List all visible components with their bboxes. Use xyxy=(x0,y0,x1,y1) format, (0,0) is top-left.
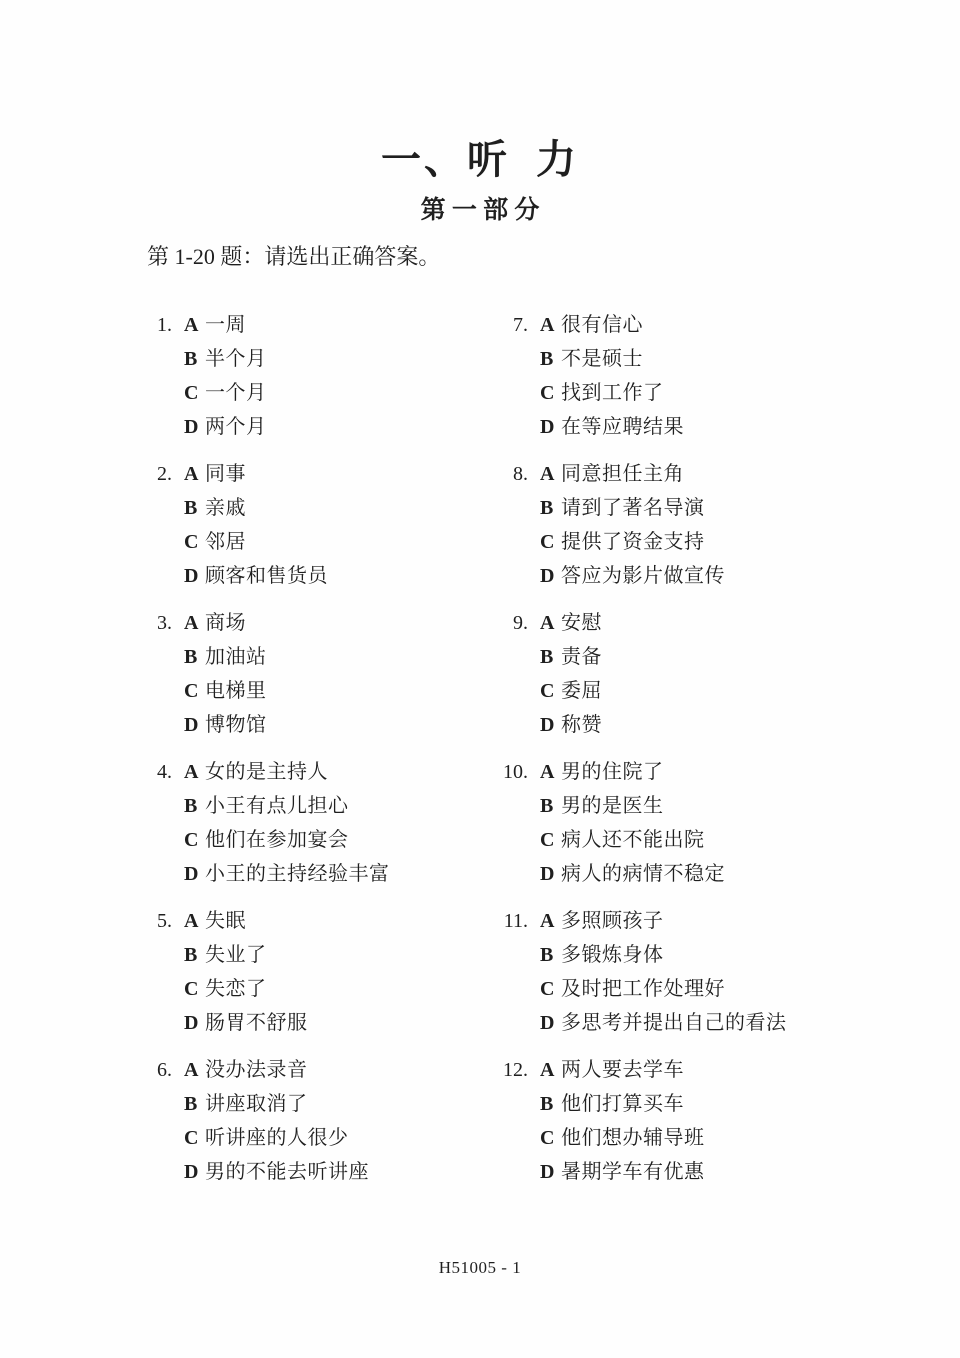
option-letter: B xyxy=(184,646,198,668)
question-block xyxy=(494,1053,787,1189)
option-letter: A xyxy=(540,314,555,336)
option-letter: D xyxy=(540,416,555,438)
question-block xyxy=(138,457,390,593)
answer-option xyxy=(184,640,267,674)
answer-option xyxy=(184,1053,369,1087)
answer-option xyxy=(540,857,725,891)
option-text: 没办法录音 xyxy=(205,1059,308,1081)
option-letter: B xyxy=(540,795,554,817)
answer-option xyxy=(184,789,390,823)
answer-option xyxy=(540,491,725,525)
answer-option xyxy=(540,342,684,376)
answer-option xyxy=(540,674,602,708)
question-options xyxy=(540,457,725,593)
option-letter: B xyxy=(184,795,198,817)
option-letter: D xyxy=(184,565,199,587)
question-block xyxy=(138,308,390,444)
option-text: 一周 xyxy=(205,314,246,336)
option-letter: A xyxy=(184,761,199,783)
option-text: 小王的主持经验丰富 xyxy=(205,863,390,885)
option-text: 失业了 xyxy=(205,944,267,966)
option-text: 他们打算买车 xyxy=(561,1093,684,1115)
option-text: 很有信心 xyxy=(561,314,643,336)
option-letter: B xyxy=(540,1093,554,1115)
question-number: 12. xyxy=(503,1059,528,1081)
option-letter: C xyxy=(184,1127,199,1149)
option-letter: C xyxy=(540,829,555,851)
option-letter: B xyxy=(184,944,198,966)
question-number: 3. xyxy=(157,612,172,634)
option-text: 女的是主持人 xyxy=(205,761,328,783)
question-options xyxy=(184,606,267,742)
option-text: 提供了资金支持 xyxy=(561,531,705,553)
option-letter: A xyxy=(540,1059,555,1081)
option-letter: D xyxy=(540,863,555,885)
option-letter: C xyxy=(540,1127,555,1149)
answer-option xyxy=(540,789,725,823)
answer-option xyxy=(184,857,390,891)
page-footer-code: H51005 - 1 xyxy=(438,1258,522,1277)
question-number: 4. xyxy=(157,761,172,783)
answer-option xyxy=(184,1121,369,1155)
option-letter: D xyxy=(540,1012,555,1034)
option-letter: A xyxy=(184,1059,199,1081)
option-text: 多照顾孩子 xyxy=(561,910,664,932)
option-letter: C xyxy=(540,531,555,553)
answer-option xyxy=(184,457,328,491)
option-letter: A xyxy=(184,612,199,634)
option-letter: B xyxy=(184,348,198,370)
answer-option xyxy=(540,410,684,444)
option-text: 委屈 xyxy=(561,680,602,702)
option-text: 找到工作了 xyxy=(561,382,664,404)
answer-option xyxy=(184,708,267,742)
question-number: 2. xyxy=(157,463,172,485)
answer-option xyxy=(184,972,308,1006)
option-text: 在等应聘结果 xyxy=(561,416,684,438)
option-letter: A xyxy=(184,910,199,932)
question-block xyxy=(494,457,787,593)
option-text: 他们在参加宴会 xyxy=(205,829,349,851)
answer-option xyxy=(184,1006,308,1040)
answer-option xyxy=(184,525,328,559)
question-block xyxy=(494,308,787,444)
option-text: 男的是医生 xyxy=(561,795,664,817)
option-text: 安慰 xyxy=(561,612,602,634)
option-letter: C xyxy=(540,978,555,1000)
question-number: 6. xyxy=(157,1059,172,1081)
option-letter: B xyxy=(540,497,554,519)
question-number: 11. xyxy=(503,910,528,932)
option-text: 邻居 xyxy=(205,531,246,553)
option-letter: B xyxy=(184,497,198,519)
option-text: 听讲座的人很少 xyxy=(205,1127,349,1149)
option-text: 加油站 xyxy=(205,646,267,668)
answer-option xyxy=(540,755,725,789)
option-letter: C xyxy=(184,978,199,1000)
option-letter: B xyxy=(184,1093,198,1115)
option-letter: A xyxy=(540,761,555,783)
option-text: 他们想办辅导班 xyxy=(561,1127,705,1149)
question-number: 1. xyxy=(157,314,172,336)
option-text: 答应为影片做宣传 xyxy=(561,565,725,587)
section-title: 一、听 力 xyxy=(381,137,579,182)
option-letter: B xyxy=(540,646,554,668)
question-block xyxy=(494,606,787,742)
answer-option xyxy=(184,559,328,593)
question-block xyxy=(138,904,390,1040)
option-text: 顾客和售货员 xyxy=(205,565,328,587)
answer-option xyxy=(184,308,267,342)
answer-option xyxy=(184,1087,369,1121)
question-number: 10. xyxy=(503,761,528,783)
option-text: 暑期学车有优惠 xyxy=(561,1161,705,1183)
question-number: 5. xyxy=(157,910,172,932)
answer-option xyxy=(184,823,390,857)
answer-option xyxy=(184,342,267,376)
answer-option xyxy=(184,755,390,789)
answer-option xyxy=(184,904,308,938)
question-number: 7. xyxy=(513,314,528,336)
question-options xyxy=(540,904,787,1040)
answer-option xyxy=(184,674,267,708)
option-text: 电梯里 xyxy=(205,680,267,702)
question-options xyxy=(540,606,602,742)
answer-option xyxy=(540,525,725,559)
option-letter: C xyxy=(540,382,555,404)
answer-option xyxy=(184,376,267,410)
option-text: 两个月 xyxy=(205,416,267,438)
option-letter: D xyxy=(184,1161,199,1183)
answer-option xyxy=(540,1155,705,1189)
option-letter: D xyxy=(540,565,555,587)
instruction-text: 第 1-20 题：请选出正确答案。 xyxy=(147,244,441,269)
question-options xyxy=(540,308,684,444)
option-text: 责备 xyxy=(561,646,602,668)
question-number: 8. xyxy=(513,463,528,485)
option-text: 讲座取消了 xyxy=(205,1093,308,1115)
answer-option xyxy=(540,457,725,491)
option-text: 病人还不能出院 xyxy=(561,829,705,851)
option-letter: D xyxy=(540,1161,555,1183)
option-letter: A xyxy=(540,612,555,634)
answer-option xyxy=(540,972,787,1006)
question-options xyxy=(540,1053,705,1189)
option-letter: D xyxy=(540,714,555,736)
option-letter: D xyxy=(184,714,199,736)
answer-option xyxy=(540,708,602,742)
option-text: 请到了著名导演 xyxy=(561,497,705,519)
question-options xyxy=(184,904,308,1040)
answer-option xyxy=(540,823,725,857)
option-text: 男的不能去听讲座 xyxy=(205,1161,369,1183)
answer-option xyxy=(184,1155,369,1189)
answer-option xyxy=(184,410,267,444)
option-text: 一个月 xyxy=(205,382,267,404)
part-title: 第 一 部 分 xyxy=(420,197,540,224)
option-text: 多思考并提出自己的看法 xyxy=(561,1012,787,1034)
option-letter: C xyxy=(184,680,199,702)
option-letter: A xyxy=(540,910,555,932)
option-letter: B xyxy=(540,944,554,966)
option-text: 男的住院了 xyxy=(561,761,664,783)
option-text: 小王有点儿担心 xyxy=(205,795,349,817)
question-options xyxy=(184,457,328,593)
option-text: 失眠 xyxy=(205,910,246,932)
option-text: 半个月 xyxy=(205,348,267,370)
question-block xyxy=(138,1053,390,1189)
option-letter: D xyxy=(184,1012,199,1034)
option-text: 称赞 xyxy=(561,714,602,736)
answer-option xyxy=(540,640,602,674)
option-text: 亲戚 xyxy=(205,497,246,519)
answer-option xyxy=(184,491,328,525)
option-text: 及时把工作处理好 xyxy=(561,978,725,1000)
answer-option xyxy=(540,1053,705,1087)
question-options xyxy=(540,755,725,891)
answer-option xyxy=(540,904,787,938)
option-text: 失恋了 xyxy=(205,978,267,1000)
option-letter: A xyxy=(540,463,555,485)
option-letter: C xyxy=(184,531,199,553)
answer-option xyxy=(184,606,267,640)
option-letter: D xyxy=(184,416,199,438)
question-number: 9. xyxy=(513,612,528,634)
questions-column-right xyxy=(494,308,787,1202)
question-block xyxy=(138,755,390,891)
answer-option xyxy=(540,308,684,342)
option-letter: C xyxy=(184,382,199,404)
answer-option xyxy=(540,376,684,410)
option-text: 多锻炼身体 xyxy=(561,944,664,966)
question-options xyxy=(184,755,390,891)
answer-option xyxy=(540,938,787,972)
answer-option xyxy=(184,938,308,972)
option-text: 同意担任主角 xyxy=(561,463,684,485)
question-block xyxy=(494,755,787,891)
questions-column-left xyxy=(138,308,390,1202)
option-text: 病人的病情不稳定 xyxy=(561,863,725,885)
option-letter: C xyxy=(540,680,555,702)
question-block xyxy=(494,904,787,1040)
option-text: 肠胃不舒服 xyxy=(205,1012,308,1034)
option-letter: D xyxy=(184,863,199,885)
option-text: 两人要去学车 xyxy=(561,1059,684,1081)
option-text: 不是硕士 xyxy=(561,348,643,370)
option-letter: B xyxy=(540,348,554,370)
option-letter: A xyxy=(184,463,199,485)
option-letter: C xyxy=(184,829,199,851)
answer-option xyxy=(540,606,602,640)
option-text: 同事 xyxy=(205,463,246,485)
answer-option xyxy=(540,1006,787,1040)
option-letter: A xyxy=(184,314,199,336)
question-options xyxy=(184,1053,369,1189)
answer-option xyxy=(540,1087,705,1121)
option-text: 博物馆 xyxy=(205,714,267,736)
option-text: 商场 xyxy=(205,612,246,634)
question-block xyxy=(138,606,390,742)
question-options xyxy=(184,308,267,444)
answer-option xyxy=(540,1121,705,1155)
answer-option xyxy=(540,559,725,593)
